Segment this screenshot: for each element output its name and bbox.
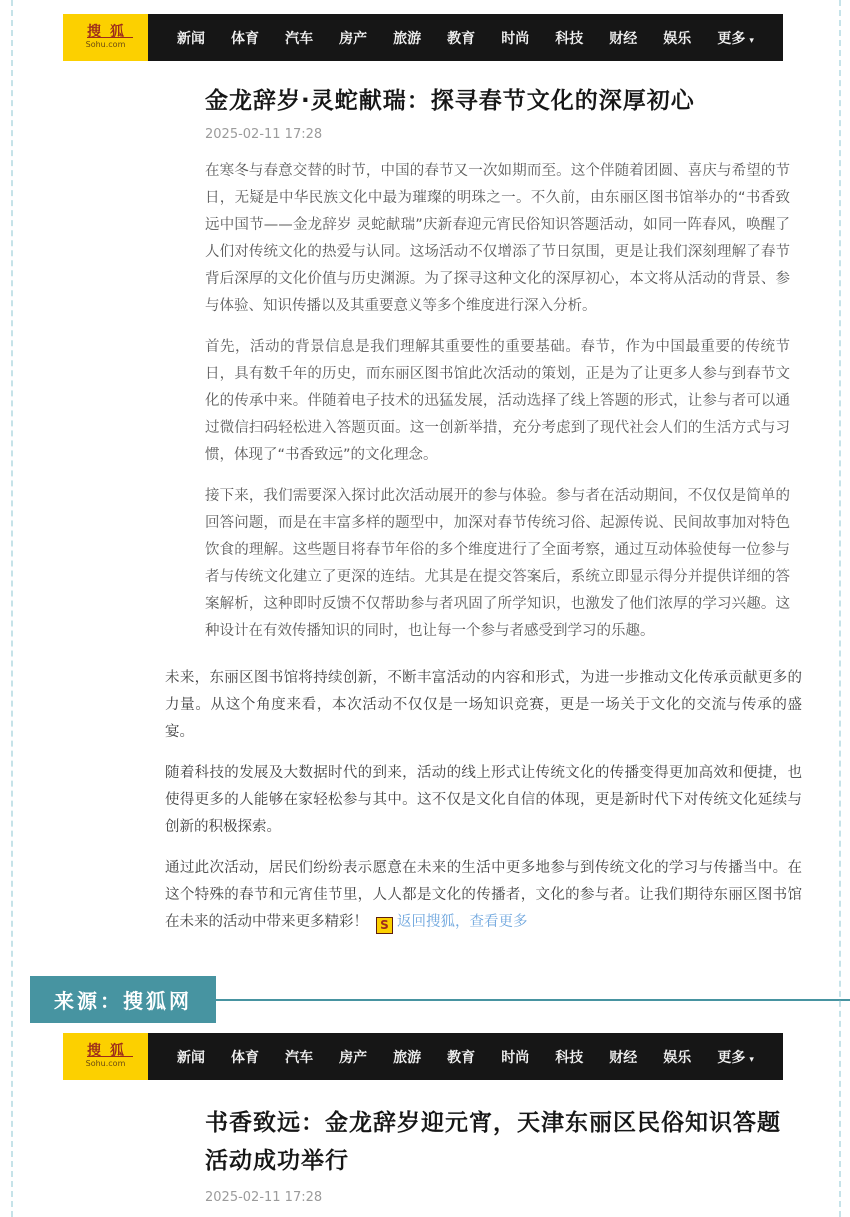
sohu-logo-text: 搜狐: [87, 24, 133, 40]
nav-item-sports[interactable]: 体育: [231, 30, 260, 47]
nav-item-tech[interactable]: 科技: [555, 30, 584, 47]
sohu-logo-text: 搜狐: [87, 1043, 133, 1059]
nav-item-fashion[interactable]: 时尚: [501, 30, 530, 47]
nav-item-realestate[interactable]: 房产: [339, 30, 368, 47]
paragraph: [165, 855, 802, 936]
paragraph-text: 通过此次活动，居民们纷纷表示愿意在未来的生活中更多地参与到传统文化的学习与传播当中。在这个特殊的春节和元宵佳节里，人人都是文化的传播者，文化的参与者。让我们期待东丽区图书馆在未来的活动中带来更多精彩！: [165, 860, 802, 930]
nav-item-realestate[interactable]: 房产: [339, 1049, 368, 1066]
sohu-logo[interactable]: [63, 14, 148, 61]
article-1-body-indented: [165, 158, 802, 645]
source-banner: [30, 976, 850, 1023]
paragraph: 未来，东丽区图书馆将持续创新，不断丰富活动的内容和形式，为进一步推动文化传承贡献更多的力量。从这个角度来看，本次活动不仅仅是一场知识竞赛，更是一场关于文化的交流与传承的盛宴。: [165, 670, 802, 740]
nav-list: [148, 14, 783, 61]
nav-item-news[interactable]: 新闻: [177, 1049, 206, 1066]
article-1-body-full: [165, 665, 802, 936]
nav-item-education[interactable]: 教育: [447, 1049, 476, 1066]
nav-item-entertainment[interactable]: 娱乐: [663, 30, 692, 47]
nav-item-travel[interactable]: 旅游: [393, 1049, 422, 1066]
paragraph: 在寒冬与春意交替的时节，中国的春节又一次如期而至。这个伴随着团圆、喜庆与希望的节日，无疑是中华民族文化中最为璀璨的明珠之一。不久前，由东丽区图书馆举办的“书香致远中国节——金龙辞岁 灵蛇献瑞”庆新春迎元宵民俗知识答题活动，如同一阵春风，唤醒了人们对传统文化的热爱与认同。这场活动不仅增添了节日氛围，更是让我们深刻理解了春节背后深厚的文化价值与历史渊源。为了探寻这种文化的深厚初心，本文将从活动的背景、参与体验、知识传播以及其重要意义等多个维度进行深入分析。: [205, 163, 790, 314]
sohu-navbar: [63, 14, 783, 61]
sohu-navbar: [63, 1033, 783, 1080]
nav-item-tech[interactable]: 科技: [555, 1049, 584, 1066]
nav-list: [148, 1033, 783, 1080]
article-2-date: 2025-02-11 17:28: [205, 1190, 323, 1205]
nav-item-education[interactable]: 教育: [447, 30, 476, 47]
nav-more-label: 更多: [717, 30, 746, 47]
source-label: 来源：搜狐网: [30, 976, 216, 1023]
nav-item-travel[interactable]: 旅游: [393, 30, 422, 47]
nav-item-finance[interactable]: 财经: [609, 1049, 638, 1066]
paragraph: 随着科技的发展及大数据时代的到来，活动的线上形式让传统文化的传播变得更加高效和便捷，也使得更多的人能够在家轻松参与其中。这不仅是文化自信的体现，更是新时代下对传统文化延续与创新的积极探索。: [165, 765, 802, 835]
nav-item-fashion[interactable]: 时尚: [501, 1049, 530, 1066]
nav-item-auto[interactable]: 汽车: [285, 30, 314, 47]
right-dashed-border: [839, 0, 841, 1217]
article-1-title: 金龙辞岁·灵蛇献瑞：探寻春节文化的深厚初心: [205, 88, 695, 114]
sohu-logo-domain: Sohu.com: [85, 40, 126, 49]
paragraph: 接下来，我们需要深入探讨此次活动展开的参与体验。参与者在活动期间，不仅仅是简单的回答问题，而是在丰富多样的题型中，加深对春节传统习俗、起源传说、民间故事加对特色饮食的理解。这些题目将春节年俗的多个维度进行了全面考察，通过互动体验使每一位参与者与传统文化建立了更深的连结。尤其是在提交答案后，系统立即显示得分并提供详细的答案解析，这种即时反馈不仅帮助参与者巩固了所学知识，也激发了他们浓厚的学习兴趣。这种设计在有效传播知识的同时，也让每一个参与者感受到学习的乐趣。: [205, 488, 790, 639]
nav-item-more[interactable]: [717, 1047, 754, 1067]
article-2: [0, 1104, 850, 1205]
nav-item-finance[interactable]: 财经: [609, 30, 638, 47]
return-to-sohu-link[interactable]: 返回搜狐，查看更多: [397, 914, 528, 930]
chevron-down-icon: ▾: [749, 1054, 754, 1065]
sohu-mini-icon[interactable]: S: [376, 917, 393, 934]
nav-item-news[interactable]: 新闻: [177, 30, 206, 47]
article-2-title: 书香致远：金龙辞岁迎元宵，天津东丽区民俗知识答题活动成功举行: [205, 1110, 781, 1174]
nav-item-more[interactable]: [717, 28, 754, 48]
article-1: [0, 85, 850, 936]
nav-item-sports[interactable]: 体育: [231, 1049, 260, 1066]
sohu-logo-domain: Sohu.com: [85, 1059, 126, 1068]
nav-item-auto[interactable]: 汽车: [285, 1049, 314, 1066]
source-divider-line: [216, 999, 850, 1001]
chevron-down-icon: ▾: [749, 35, 754, 46]
left-dashed-border: [11, 0, 13, 1217]
article-1-date: 2025-02-11 17:28: [205, 127, 323, 142]
paragraph: 首先，活动的背景信息是我们理解其重要性的重要基础。春节，作为中国最重要的传统节日，具有数千年的历史，而东丽区图书馆此次活动的策划，正是为了让更多人参与到春节文化的传承中来。伴随着电子技术的迅猛发展，活动选择了线上答题的形式，让参与者可以通过微信扫码轻松进入答题页面。这一创新举措，充分考虑到了现代社会人们的生活方式与习惯，体现了“书香致远”的文化理念。: [205, 339, 790, 463]
sohu-logo[interactable]: [63, 1033, 148, 1080]
nav-more-label: 更多: [717, 1049, 746, 1066]
nav-item-entertainment[interactable]: 娱乐: [663, 1049, 692, 1066]
